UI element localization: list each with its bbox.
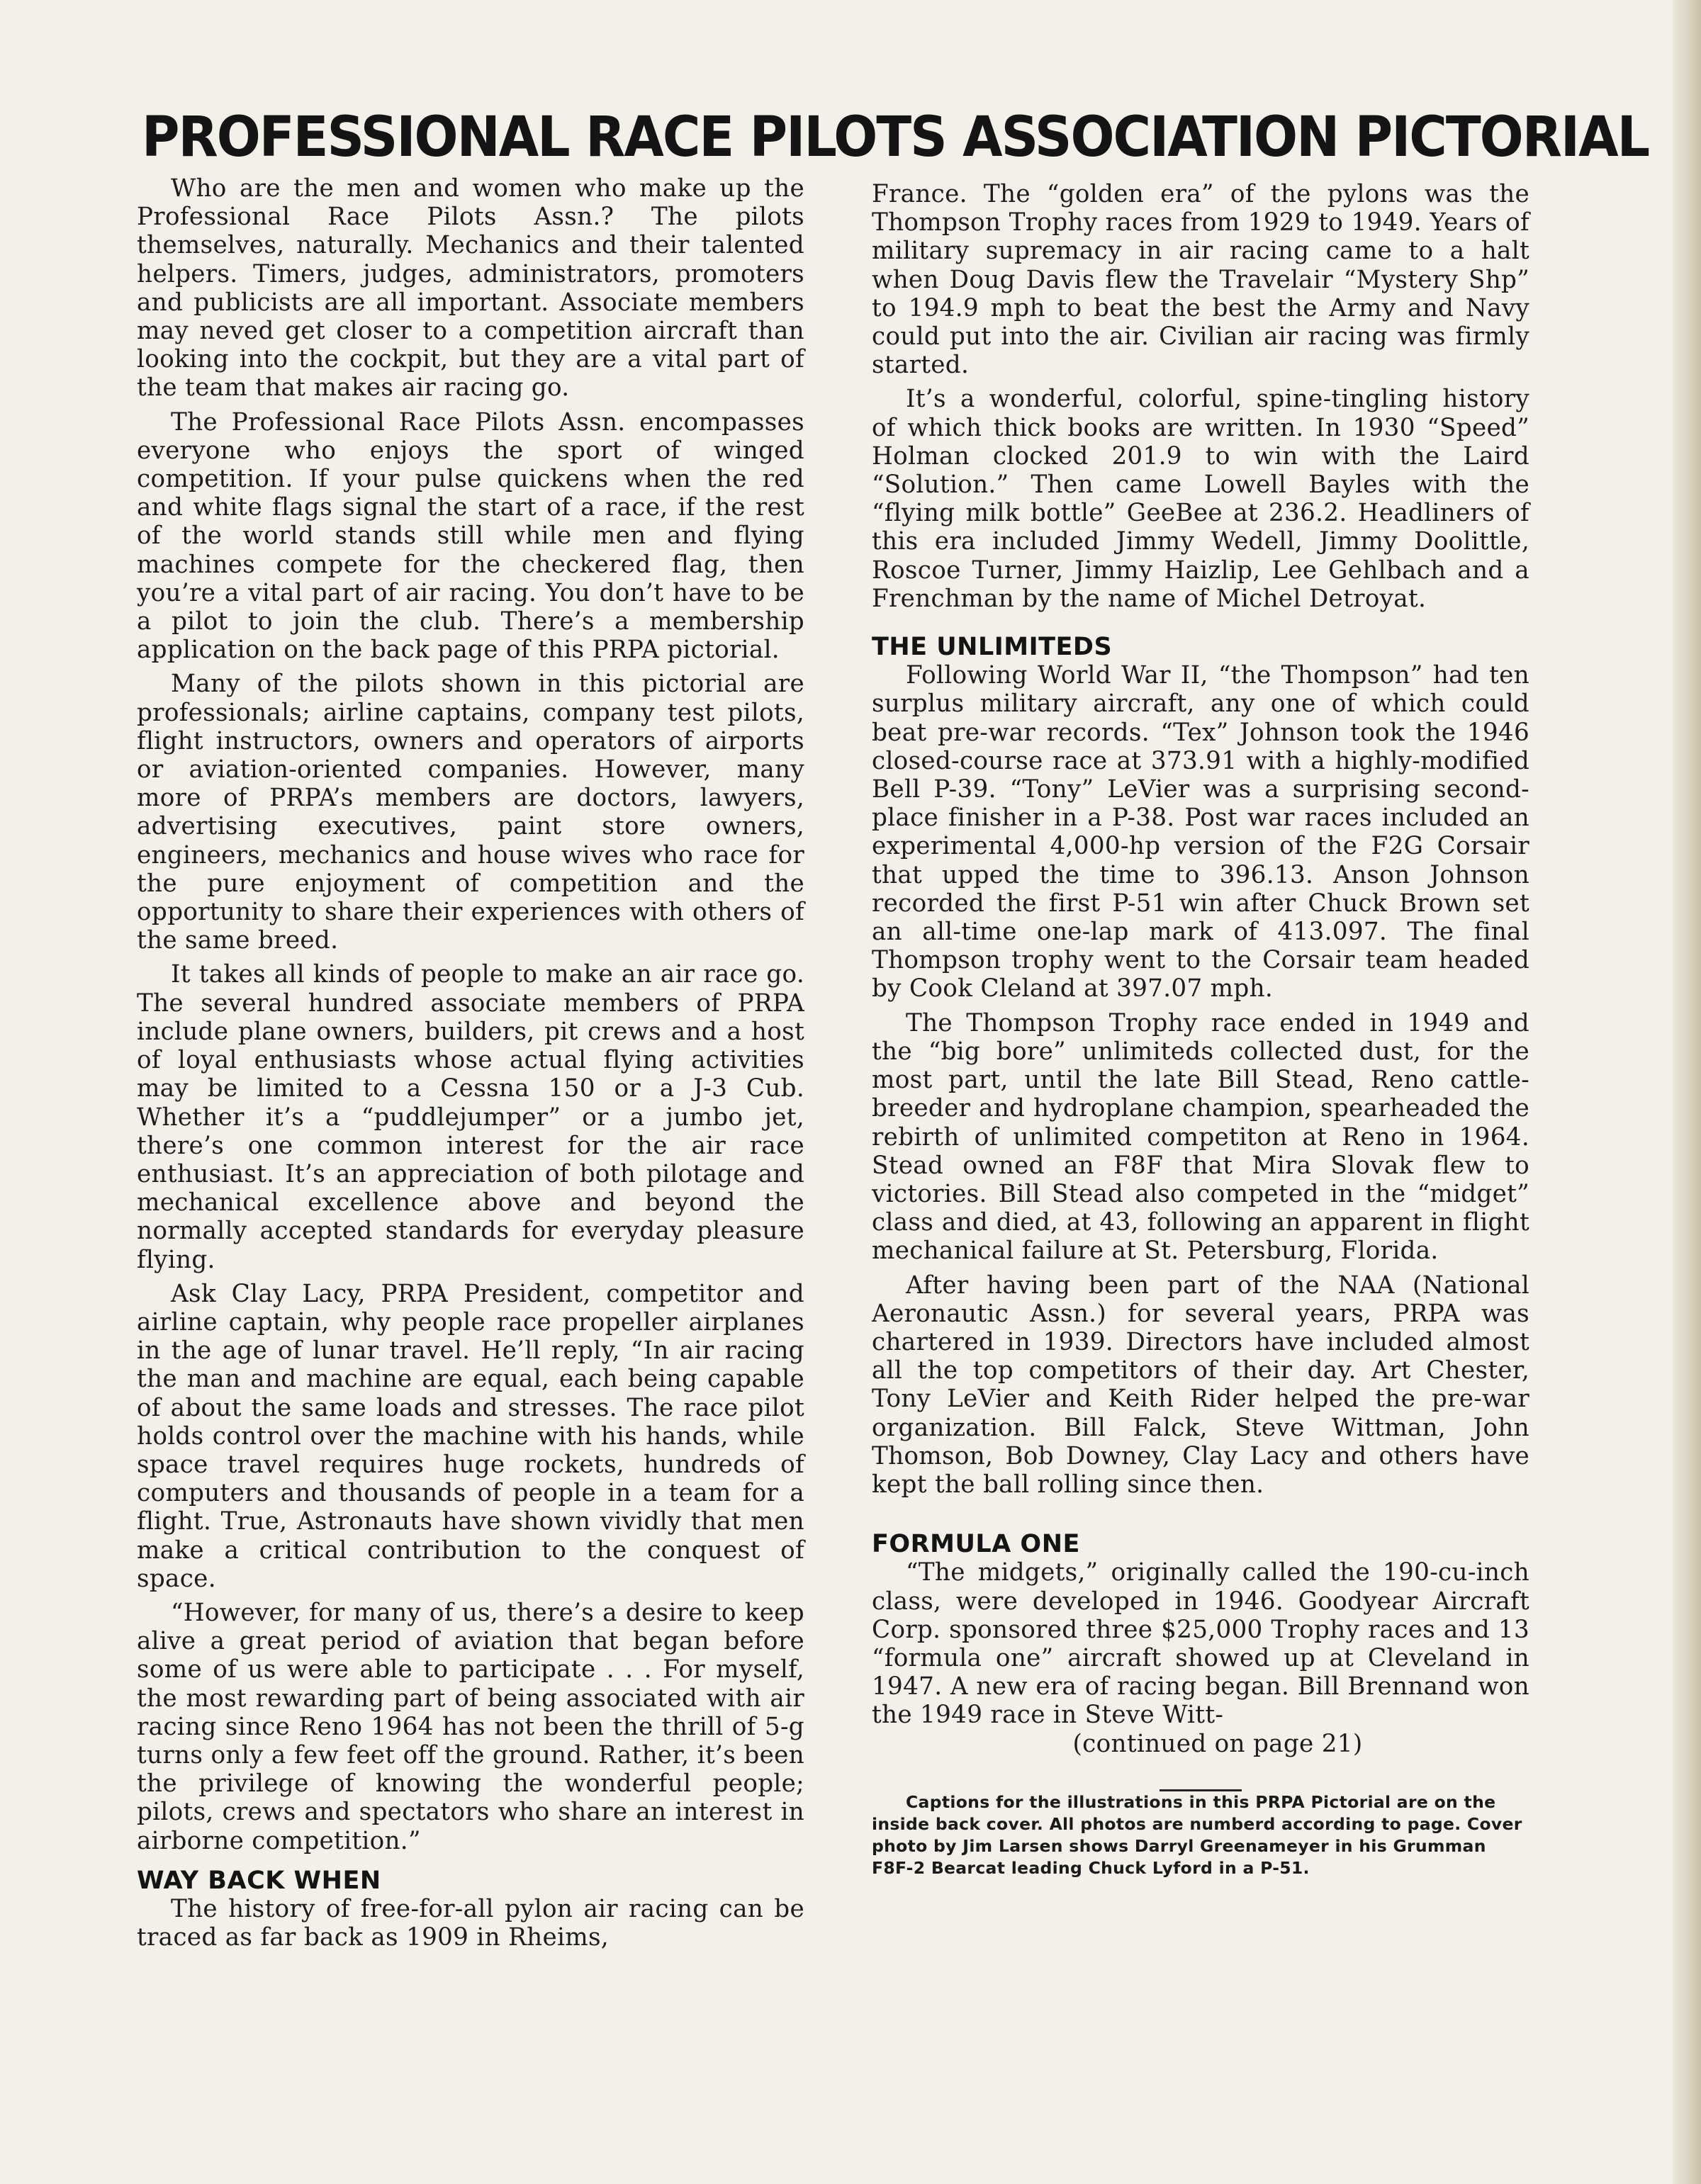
page-title: PROFESSIONAL RACE PILOTS ASSOCIATION PICTORIAL <box>142 104 1649 170</box>
paragraph: It’s a wonderful, colorful, spine-tingling history of which thick books are written. In 1930 “Speed” Holman clocked 201.9 to win with the Laird “Solution.” Then came Lowell Bayles with the “flying milk bottle” GeeBee at 236.2. Headliners of this era included Jimmy Wedell, Jimmy Doolittle, Roscoe Turner, Jimmy Haizlip, Lee Gehlbach and a Frenchman by the name of Michel Detroyat. <box>872 385 1529 613</box>
paragraph: Many of the pilots shown in this pictorial are professionals; airline captains, company test pilots, flight instructors, owners and operators of airports or aviation-oriented companies. However, many more of PRPA’s members are doctors, lawyers, advertising executives, paint store owners, engineers, mechanics and house wives who race for the pure enjoyment of competition and the opportunity to share their experiences with others of the same breed. <box>137 670 804 955</box>
continued-note: (continued on page 21) <box>1072 1729 1363 1758</box>
caption-note: Captions for the illustrations in this PRPA Pictorial are on the inside back cover. All photos are numberd according to page. Cover photo by Jim Larsen shows Darryl Greenameyer in his Grumman F8F-2 Bearcat leading Chuck Lyford in a P-51. <box>872 1791 1522 1878</box>
paragraph: The Professional Race Pilots Assn. encompasses everyone who enjoys the sport of winged competition. If your pulse quickens when the red and white flags signal the start of a race, if the rest of the world stands still while men and flying machines compete for the checkered flag, then you’re a vital part of air racing. You don’t have to be a pilot to join the club. There’s a membership application on the back page of this PRPA pictorial. <box>137 407 804 665</box>
paragraph: Who are the men and women who make up the Professional Race Pilots Assn.? The pilots themselves, naturally. Mechanics and their talented helpers. Timers, judges, administrators, promoters and publicists are all important. Associate members may neved get closer to a competition aircraft than looking into the cockpit, but they are a vital part of the team that makes air racing go. <box>137 174 804 403</box>
paragraph: The history of free-for-all pylon air racing can be traced as far back as 1909 in Rheims, <box>137 1894 804 1952</box>
left-column <box>137 174 804 1952</box>
paragraph: After having been part of the NAA (National Aeronautic Assn.) for several years, PRPA was chartered in 1939. Directors have included almost all the top competitors of their day. Art Chester, Tony LeVier and Keith Rider helped the pre-war organization. Bill Falck, Steve Wittman, John Thomson, Bob Downey, Clay Lacy and others have kept the ball rolling since then. <box>872 1271 1529 1499</box>
paragraph: It takes all kinds of people to make an air race go. The several hundred associate members of PRPA include plane owners, builders, pit crews and a host of loyal enthusiasts whose actual flying activities may be limited to a Cessna 150 or a J-3 Cub. Whether it’s a “puddlejumper” or a jumbo jet, there’s one common interest for the air race enthusiast. It’s an appreciation of both pilotage and mechanical excellence above and beyond the normally accepted standards for everyday pleasure flying. <box>137 960 804 1274</box>
paragraph: France. The “golden era” of the pylons was the Thompson Trophy races from 1929 to 1949. Years of military supremacy in air racing came to a halt when Doug Davis flew the Travelair “Mystery Shp” to 194.9 mph to beat the best the Army and Navy could put into the air. Civilian air racing was firmly started. <box>872 180 1529 380</box>
section-heading-formula-one: FORMULA ONE <box>872 1530 1080 1559</box>
right-column <box>872 180 1529 1879</box>
paragraph: “The midgets,” originally called the 190-cu-inch class, were developed in 1946. Goodyear Aircraft Corp. sponsored three $25,000 Trophy races and 13 “formula one” aircraft showed up at Cleveland in 1947. A new era of racing began. Bill Brennand won the 1949 race in Steve Witt- <box>872 1558 1529 1730</box>
paragraph: The Thompson Trophy race ended in 1949 and the “big bore” unlimiteds collected dust, for the most part, until the late Bill Stead, Reno cattle-breeder and hydroplane champion, spearheaded the rebirth of unlimited competiton at Reno in 1964. Stead owned an F8F that Mira Slovak flew to victories. Bill Stead also competed in the “midget” class and died, at 43, following an apparent in flight mechanical failure at St. Petersburg, Florida. <box>872 1008 1529 1266</box>
paragraph: “However, for many of us, there’s a desire to keep alive a great period of aviation that began before some of us were able to participate . . . For myself, the most rewarding part of being associated with air racing since Reno 1964 has not been the thrill of 5-g turns only a few feet off the ground. Rather, it’s been the privilege of knowing the wonderful people; pilots, crews and spectators who share an interest in airborne competition.” <box>137 1598 804 1855</box>
paragraph: Ask Clay Lacy, PRPA President, competitor and airline captain, why people race propeller airplanes in the age of lunar travel. He’ll reply, “In air racing the man and machine are equal, each being capable of about the same loads and stresses. The race pilot holds control over the machine with his hands, while space travel requires huge rockets, hundreds of computers and thousands of people in a team for a flight. True, Astronauts have shown vividly that men make a critical contribution to the conquest of space. <box>137 1279 804 1593</box>
section-heading-way-back-when: WAY BACK WHEN <box>137 1866 381 1895</box>
page-edge <box>1673 0 1701 2184</box>
section-heading-unlimiteds: THE UNLIMITEDS <box>872 633 1113 662</box>
paragraph: Following World War II, “the Thompson” had ten surplus military aircraft, any one of which could beat pre-war records. “Tex” Johnson took the 1946 closed-course race at 373.91 with a highly-modified Bell P-39. “Tony” LeVier was a surprising second-place finisher in a P-38. Post war races included an experimental 4,000-hp version of the F2G Corsair that upped the time to 396.13. Anson Johnson recorded the first P-51 win after Chuck Brown set an all-time one-lap mark of 413.097. The final Thompson trophy went to the Corsair team headed by Cook Cleland at 397.07 mph. <box>872 661 1529 1003</box>
